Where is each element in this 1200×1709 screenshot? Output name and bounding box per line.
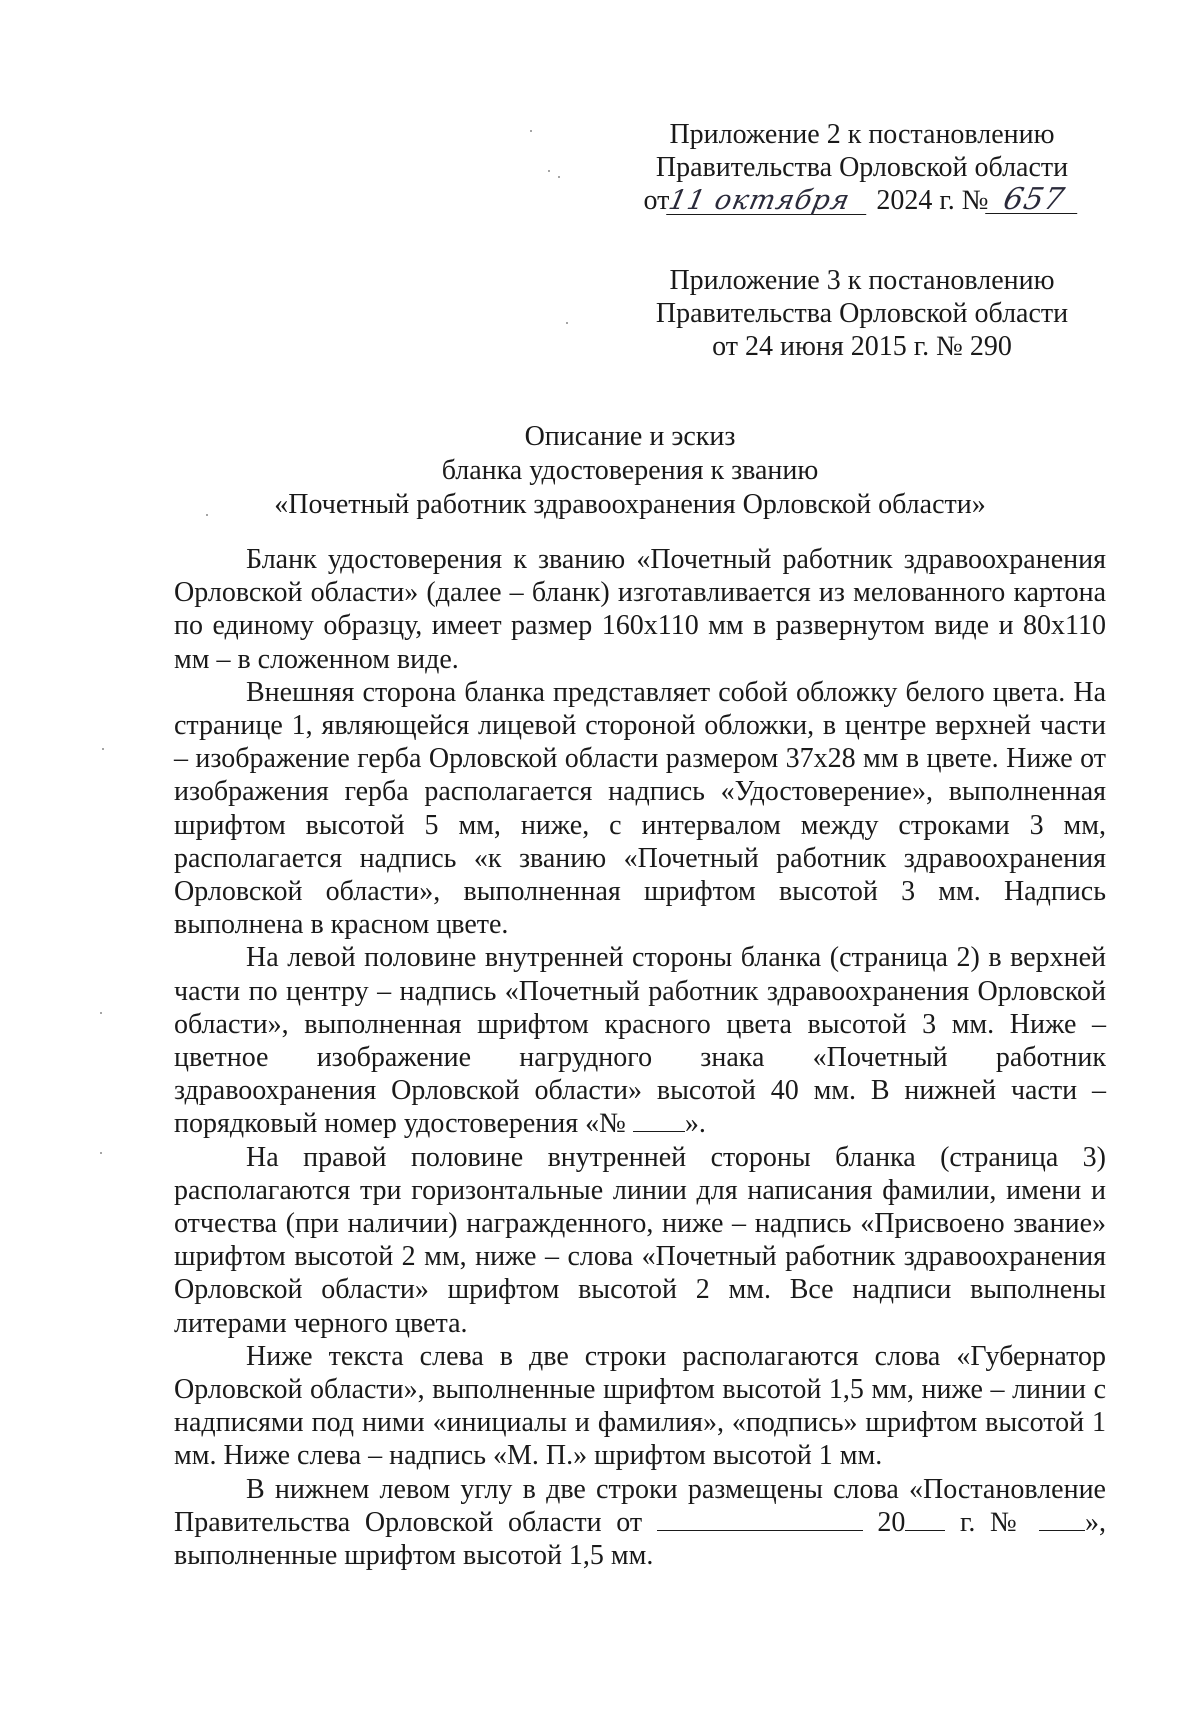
appendix-3-header [612,264,1112,363]
appendix-2-date-line [612,184,1112,217]
document-body [174,543,1106,1572]
scan-speck [530,130,532,132]
paragraph-6-number-label: г. № [960,1506,1025,1538]
paragraph-6-text: В нижнем левом углу в две строки размещены слова «Постановление Правительства Орловской области от [174,1473,1106,1538]
handwritten-date: 11 октября [667,188,873,215]
appendix-2-line1: Приложение 2 к постановлению [669,119,1055,150]
appendix-2-from-prefix: от [643,185,670,216]
paragraph-6-end: », выполненные шрифтом высотой 1,5 мм. [174,1506,1107,1572]
paragraph-6-century: 20 [877,1506,906,1538]
appendix-2-line2: Правительства Орловской области [655,152,1069,183]
paragraph-5: Ниже текста слева в две строки располагаются слова «Губернатор Орловской области», выполненные шрифтом высотой 1,5 мм, ниже – линии с надписями под ними «инициалы и фамилия», «подпись» шрифтом высотой 1 мм. Ниже слева – надпись «М. П.» шрифтом высотой 1 мм. [174,1340,1106,1472]
appendix-2-header [612,118,1112,217]
appendix-3-line1: Приложение 3 к постановлению [669,265,1055,296]
paragraph-4: На правой половине внутренней стороны бланка (страница 3) располагаются три горизонтальные линии для написания фамилии, имени и отчества (при наличии) награжденного, ниже – надпись «Присвоено звание» шрифтом высотой 2 мм, ниже – слова «Почетный работник здравоохранения Орловской области» шрифтом высотой 2 мм. Все надписи выполнены литерами черного цвета. [174,1141,1106,1339]
scan-speck [558,176,560,178]
number-blank-line [633,1109,685,1132]
title-line1: Описание и эскиз [524,421,736,452]
appendix-2-year: 2024 г. № [876,185,989,216]
scan-speck [100,1152,102,1154]
scan-speck [100,1012,102,1014]
appendix-3-line2: Правительства Орловской области [655,298,1069,329]
paragraph-3-text: На левой половине внутренней стороны бланка (страница 2) в верхней части по центру – надпись «Почетный работник здравоохранения Орловской области», выполненная шрифтом красного цвета высотой 3 мм. Ниже – цветное изображение нагрудного знака «Почетный работник здравоохранения Орловской области» высотой 40 мм. В нижней части – порядковый номер удостоверения «№ [174,942,1106,1140]
handwritten-number: 657 [986,187,1084,214]
scan-speck [548,170,550,172]
scan-speck [566,322,568,324]
date-blank-line [657,1508,863,1531]
scan-speck [102,748,104,750]
appendix-3-line3: от 24 июня 2015 г. № 290 [712,331,1012,362]
title-line2: бланка удостоверения к званию [441,455,819,486]
paragraph-3-end: ». [684,1108,706,1140]
paragraph-2: Внешняя сторона бланка представляет собой обложку белого цвета. На странице 1, являющейся лицевой стороной обложки, в центре верхней части – изображение герба Орловской области размером 37х28 мм в цвете. Ниже от изображения герба располагается надпись «Удостоверение», выполненная шрифтом высотой 5 мм, ниже, с интервалом между строками 3 мм, располагается надпись «к званию «Почетный работник здравоохранения Орловской области», выполненная шрифтом высотой 3 мм. Надпись выполнена в красном цвете. [174,676,1106,941]
document-title [150,420,1110,522]
paragraph-1: Бланк удостоверения к званию «Почетный работник здравоохранения Орловской области» (далее – бланк) изготавливается из мелованного картона по единому образцу, имеет размер 160х110 мм в развернутом виде и 80х110 мм – в сложенном виде. [174,544,1106,675]
decree-number-blank-line [1039,1508,1085,1531]
title-line3: «Почетный работник здравоохранения Орловской области» [274,489,986,520]
paragraph-6 [174,1473,1106,1573]
year-blank-line [905,1508,945,1531]
paragraph-3 [174,941,1106,1140]
